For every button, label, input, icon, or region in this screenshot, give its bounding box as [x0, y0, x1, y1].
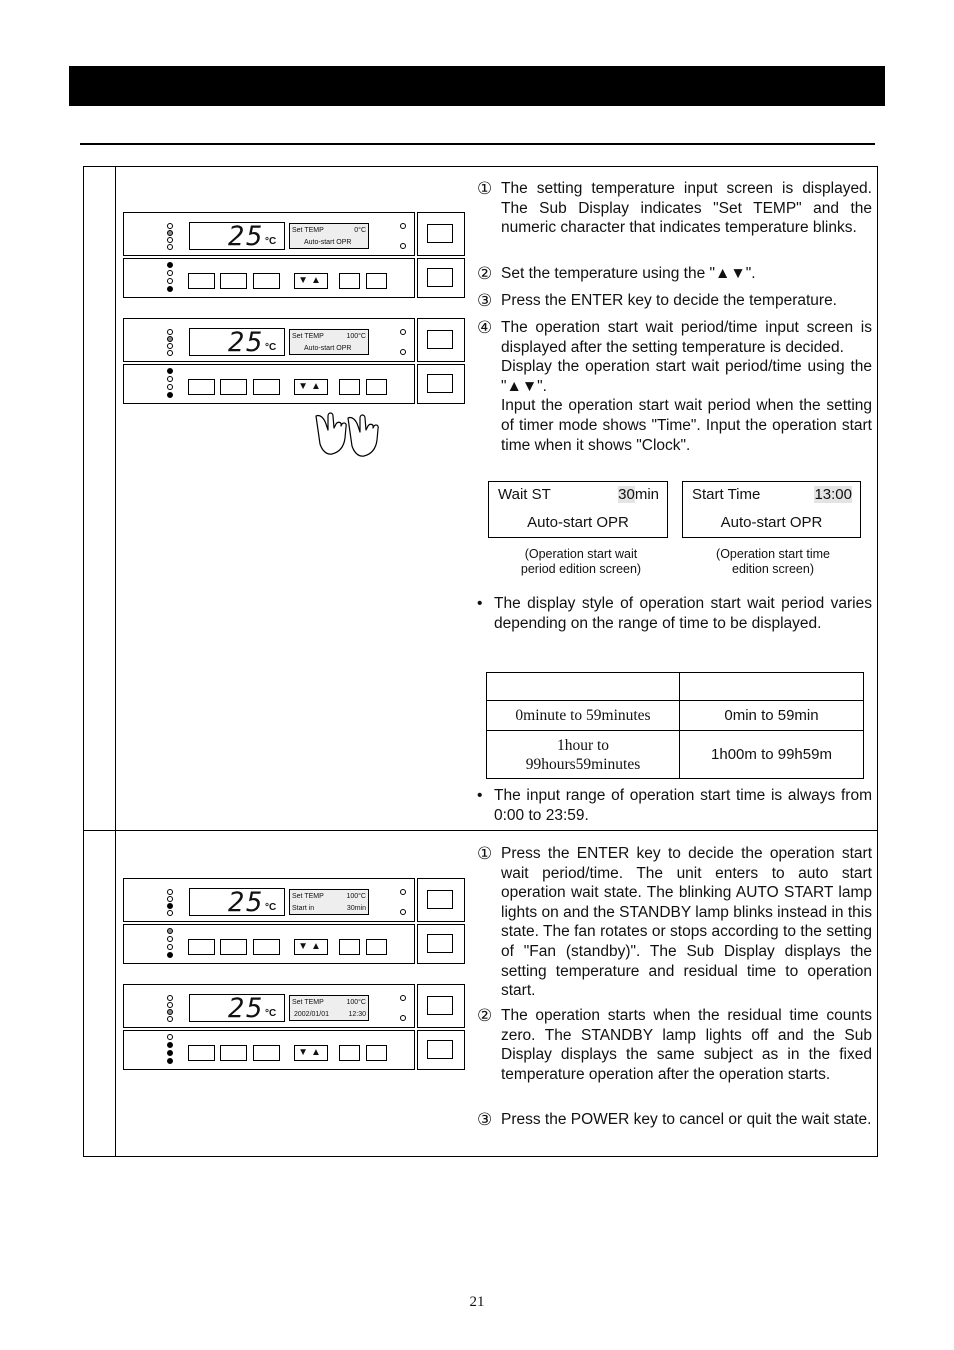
function-key[interactable]: [253, 379, 280, 395]
status-lamp: [167, 244, 173, 250]
function-key[interactable]: [339, 939, 360, 955]
enter-key[interactable]: [427, 934, 453, 953]
indicator-lamp: [400, 223, 406, 229]
status-lamp: [167, 903, 173, 909]
control-panel-3: 25 °C Set TEMP 100°C Start in 30min ▼▲: [123, 878, 465, 964]
status-lamp: [167, 889, 173, 895]
table-header-range: [487, 673, 679, 700]
table-header-display: [680, 673, 863, 700]
function-key[interactable]: [339, 379, 360, 395]
indicator-lamp: [400, 909, 406, 915]
table-cell: 1hour to 99hours59minutes: [525, 736, 641, 773]
function-key[interactable]: [253, 939, 280, 955]
main-display: 25: [189, 888, 285, 916]
main-display: 25: [189, 994, 285, 1022]
control-panel-4: 25 °C Set TEMP 100°C 2002/01/01 12:30 ▼▲: [123, 984, 465, 1070]
main-display: 25: [189, 328, 285, 356]
status-lamp: [167, 1002, 173, 1008]
control-panel-1: 25 °C Set TEMP 0°C Auto-start OPR ▼▲: [123, 212, 465, 298]
bullet-display-style: • The display style of operation start wait period varies depending on the range of time to be displayed.: [477, 595, 872, 632]
page-number: 21: [469, 1294, 485, 1310]
enter-key[interactable]: [427, 268, 453, 287]
pressing-hands-icon: [312, 408, 390, 460]
function-key[interactable]: [339, 1045, 360, 1061]
range-table: [486, 672, 864, 779]
status-lamp: [167, 237, 173, 243]
status-lamp: [167, 1016, 173, 1022]
step-2-1: ① Press the ENTER key to decide the operation start wait period/time. The unit enters to auto start operation wait state. The blinking AUTO START lamp lights on and the STANDBY lamp blinks instead in this state. The fan rotates or stops according to the setting of "Fan (standby)". The Sub Display displays the setting temperature and residual time to operation start.: [477, 844, 872, 1000]
function-key[interactable]: [253, 273, 280, 289]
sub-display: Set TEMP 100°C Start in 30min: [289, 889, 369, 915]
indicator-lamp: [400, 243, 406, 249]
step-2-3: ③ Press the POWER key to cancel or quit the wait state.: [477, 1110, 872, 1129]
function-key[interactable]: [188, 273, 215, 289]
table-cell: 0min to 59min: [724, 707, 819, 724]
status-lamp: [167, 910, 173, 916]
step-2-2: ② The operation starts when the residual time counts zero. The STANDBY lamp lights off and the Sub Display displays the same subject as in the fixed temperature operation after the operation starts.: [477, 1006, 872, 1083]
indicator-lamp: [400, 1015, 406, 1021]
up-down-arrow-keys[interactable]: ▼▲: [294, 273, 328, 289]
function-key[interactable]: [366, 939, 387, 955]
function-key[interactable]: [366, 379, 387, 395]
header-bar: [69, 66, 885, 106]
function-key[interactable]: [220, 939, 247, 955]
step-1-4: ④ The operation start wait period/time input screen is displayed after the setting temperature is decided. Display the operation start wait period/time using the "▲▼". Input the operation start wait period when the setting of timer mode shows "Time". Input the operation start time when it shows "Clock".: [477, 318, 872, 454]
status-lamp: [167, 896, 173, 902]
enter-key[interactable]: [427, 1040, 453, 1059]
step-column-divider: [115, 166, 116, 1157]
status-lamp: [167, 230, 173, 236]
status-lamp: [167, 343, 173, 349]
sub-display: Set TEMP 100°C Auto-start OPR: [289, 329, 369, 355]
start-time-caption: (Operation start time edition screen): [716, 547, 830, 576]
sub-display: Set TEMP 0°C Auto-start OPR: [289, 223, 369, 249]
wait-period-screen: Wait ST 30min Auto-start OPR: [488, 481, 668, 538]
status-lamp: [167, 350, 173, 356]
header-rule: [80, 143, 875, 145]
step-1-3: ③ Press the ENTER key to decide the temperature.: [477, 291, 837, 310]
indicator-lamp: [400, 329, 406, 335]
main-display: 25: [189, 222, 285, 250]
bullet-input-range: • The input range of operation start time is always from 0:00 to 23:59.: [477, 787, 872, 824]
up-down-arrow-keys[interactable]: ▼▲: [294, 379, 328, 395]
up-down-arrow-keys[interactable]: ▼▲: [294, 1045, 328, 1061]
power-key[interactable]: [427, 890, 453, 909]
sub-display: Set TEMP 100°C 2002/01/01 12:30: [289, 995, 369, 1021]
status-lamp: [167, 1009, 173, 1015]
indicator-lamp: [400, 995, 406, 1001]
power-key[interactable]: [427, 330, 453, 349]
status-lamp: [167, 329, 173, 335]
function-key[interactable]: [253, 1045, 280, 1061]
power-key[interactable]: [427, 224, 453, 243]
function-key[interactable]: [220, 1045, 247, 1061]
start-time-screen: Start Time 13:00 Auto-start OPR: [682, 481, 861, 538]
up-down-arrow-keys[interactable]: ▼▲: [294, 939, 328, 955]
step-1-1: ① The setting temperature input screen is displayed. The Sub Display indicates "Set TEMP" and the numeric character that indicates temperature blinks.: [477, 179, 872, 237]
function-key[interactable]: [366, 273, 387, 289]
enter-key[interactable]: [427, 374, 453, 393]
step-1-2: ② Set the temperature using the "▲▼".: [477, 264, 756, 283]
status-lamp: [167, 223, 173, 229]
status-lamp: [167, 336, 173, 342]
function-key[interactable]: [220, 379, 247, 395]
status-lamp: [167, 995, 173, 1001]
indicator-lamp: [400, 889, 406, 895]
power-key[interactable]: [427, 996, 453, 1015]
function-key[interactable]: [188, 379, 215, 395]
control-panel-2: 25 °C Set TEMP 100°C Auto-start OPR ▼▲: [123, 318, 465, 404]
table-cell: 1h00m to 99h59m: [711, 746, 832, 763]
wait-period-caption: (Operation start wait period edition screen): [520, 547, 642, 576]
function-key[interactable]: [220, 273, 247, 289]
table-cell: 0minute to 59minutes: [515, 707, 651, 724]
function-key[interactable]: [188, 1045, 215, 1061]
function-key[interactable]: [188, 939, 215, 955]
row-divider: [83, 830, 878, 831]
indicator-lamp: [400, 349, 406, 355]
function-key[interactable]: [366, 1045, 387, 1061]
function-key[interactable]: [339, 273, 360, 289]
